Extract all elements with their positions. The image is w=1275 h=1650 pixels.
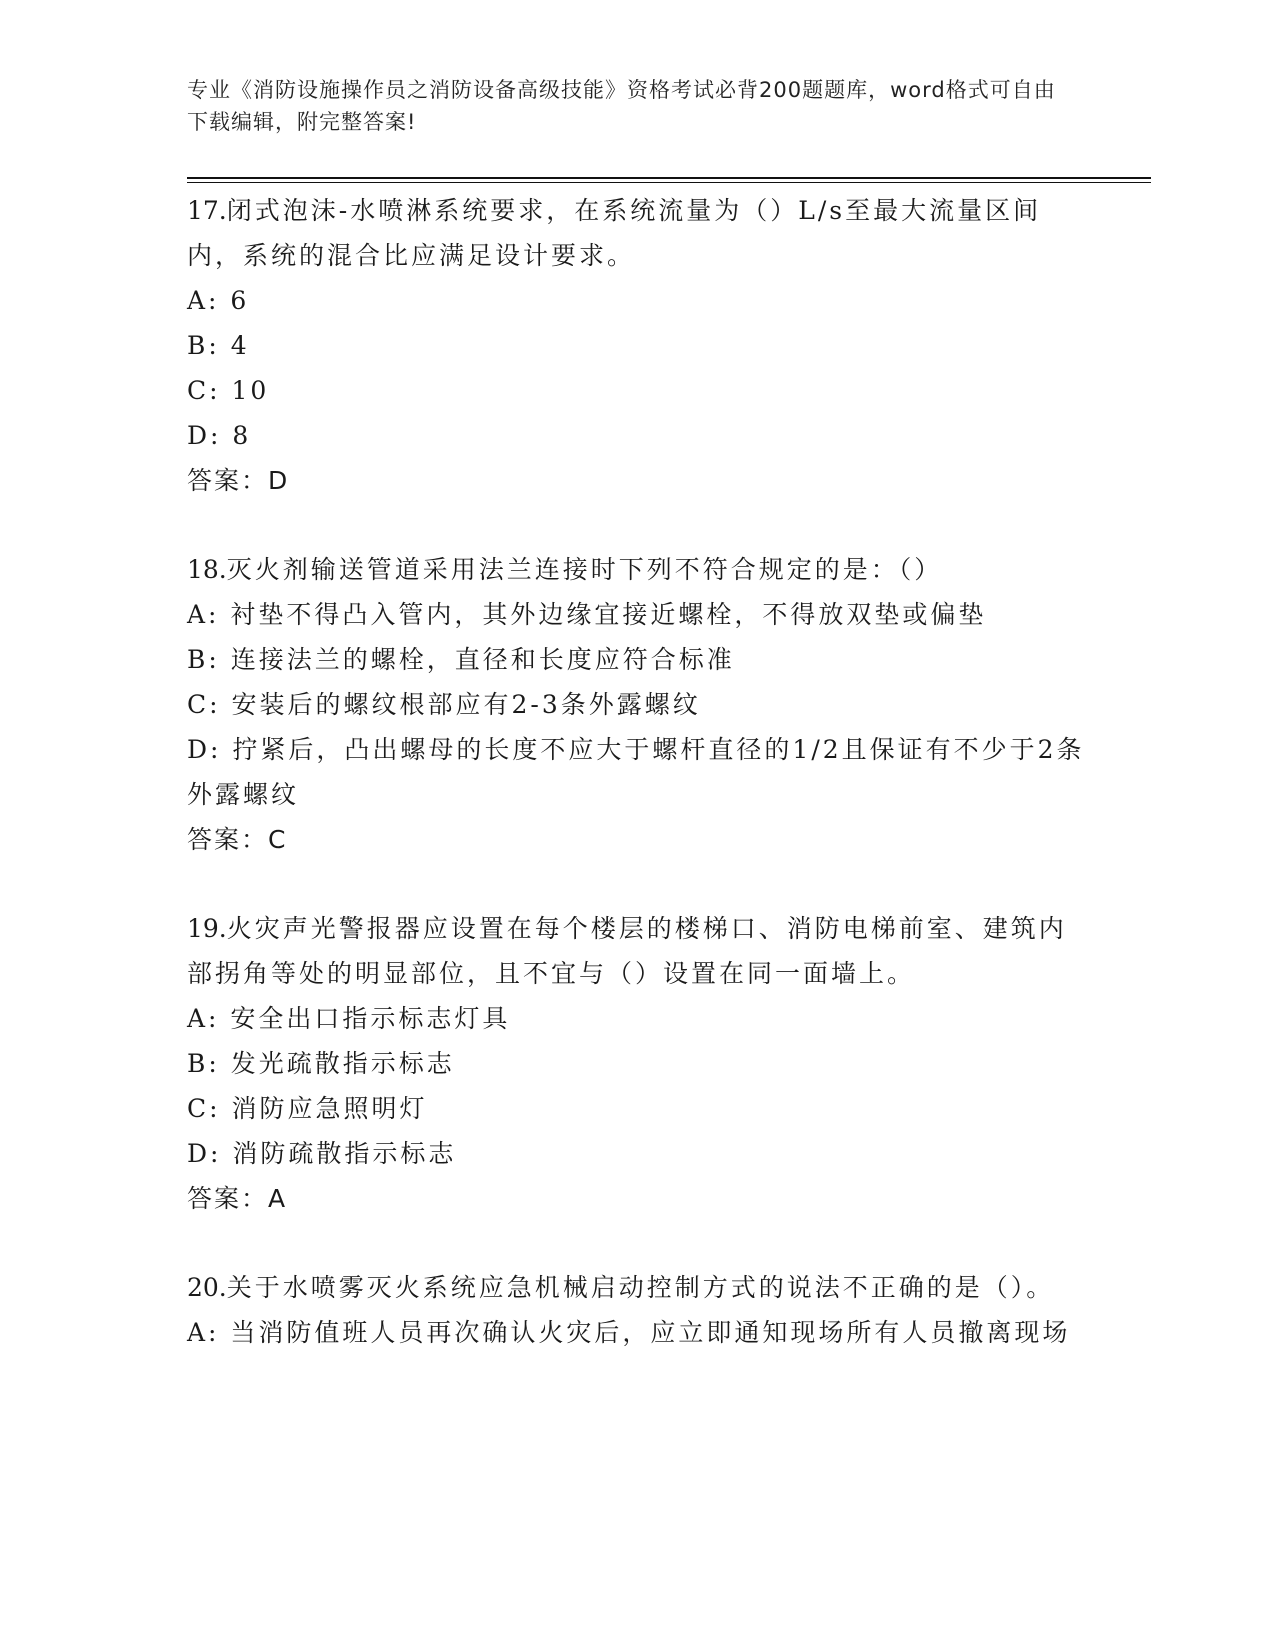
question-17 [187,188,1087,503]
option-a: A: 安全出口指示标志灯具 [187,1004,511,1033]
question-19 [187,906,1087,1221]
answer-line: 答案：A [187,1184,288,1213]
option-d: D: 8 [187,421,252,450]
option-a: A: 6 [187,286,250,315]
option-c: C: 10 [187,376,270,405]
question-stem [187,906,1087,996]
question-20 [187,1265,1087,1355]
question-list [187,188,1087,1399]
question-text: 关于水喷雾灭火系统应急机械启动控制方式的说法不正确的是（）。 [226,1273,1055,1302]
header-rule-thin [187,182,1151,183]
option-c: C: 消防应急照明灯 [187,1094,428,1123]
question-number: 18. [187,555,227,584]
question-text: 灭火剂输送管道采用法兰连接时下列不符合规定的是：（） [226,555,943,584]
question-stem [187,1265,1087,1310]
option-b: B: 发光疏散指示标志 [187,1049,455,1078]
question-stem [187,188,1087,278]
option-c: C: 安装后的螺纹根部应有2-3条外露螺纹 [187,690,701,719]
question-18 [187,547,1087,862]
option-a: A: 当消防值班人员再次确认火灾后，应立即通知现场所有人员撤离现场 [187,1318,1071,1347]
option-b: B: 4 [187,331,250,360]
question-number: 20. [187,1273,227,1302]
header-rule-thick [187,177,1151,179]
option-b: B: 连接法兰的螺栓，直径和长度应符合标准 [187,645,735,674]
answer-line: 答案：C [187,825,288,854]
question-number: 19. [187,914,227,943]
option-a: A: 衬垫不得凸入管内，其外边缘宜接近螺栓，不得放双垫或偏垫 [187,600,987,629]
question-text: 火灾声光警报器应设置在每个楼层的楼梯口、消防电梯前室、建筑内部拐角等处的明显部位，且不宜与（）设置在同一面墙上。 [187,914,1067,988]
question-number: 17. [187,196,227,225]
question-stem [187,547,1087,592]
option-d: D: 拧紧后，凸出螺母的长度不应大于螺杆直径的1/2且保证有不少于2条外露螺纹 [187,735,1085,809]
question-text: 闭式泡沫-水喷淋系统要求，在系统流量为（）L/s至最大流量区间内，系统的混合比应满足设计要求。 [187,196,1042,270]
option-d: D: 消防疏散指示标志 [187,1139,457,1168]
answer-line: 答案：D [187,466,290,495]
document-header: 专业《消防设施操作员之消防设备高级技能》资格考试必背200题题库，word格式可自由下载编辑，附完整答案! [187,78,1056,134]
